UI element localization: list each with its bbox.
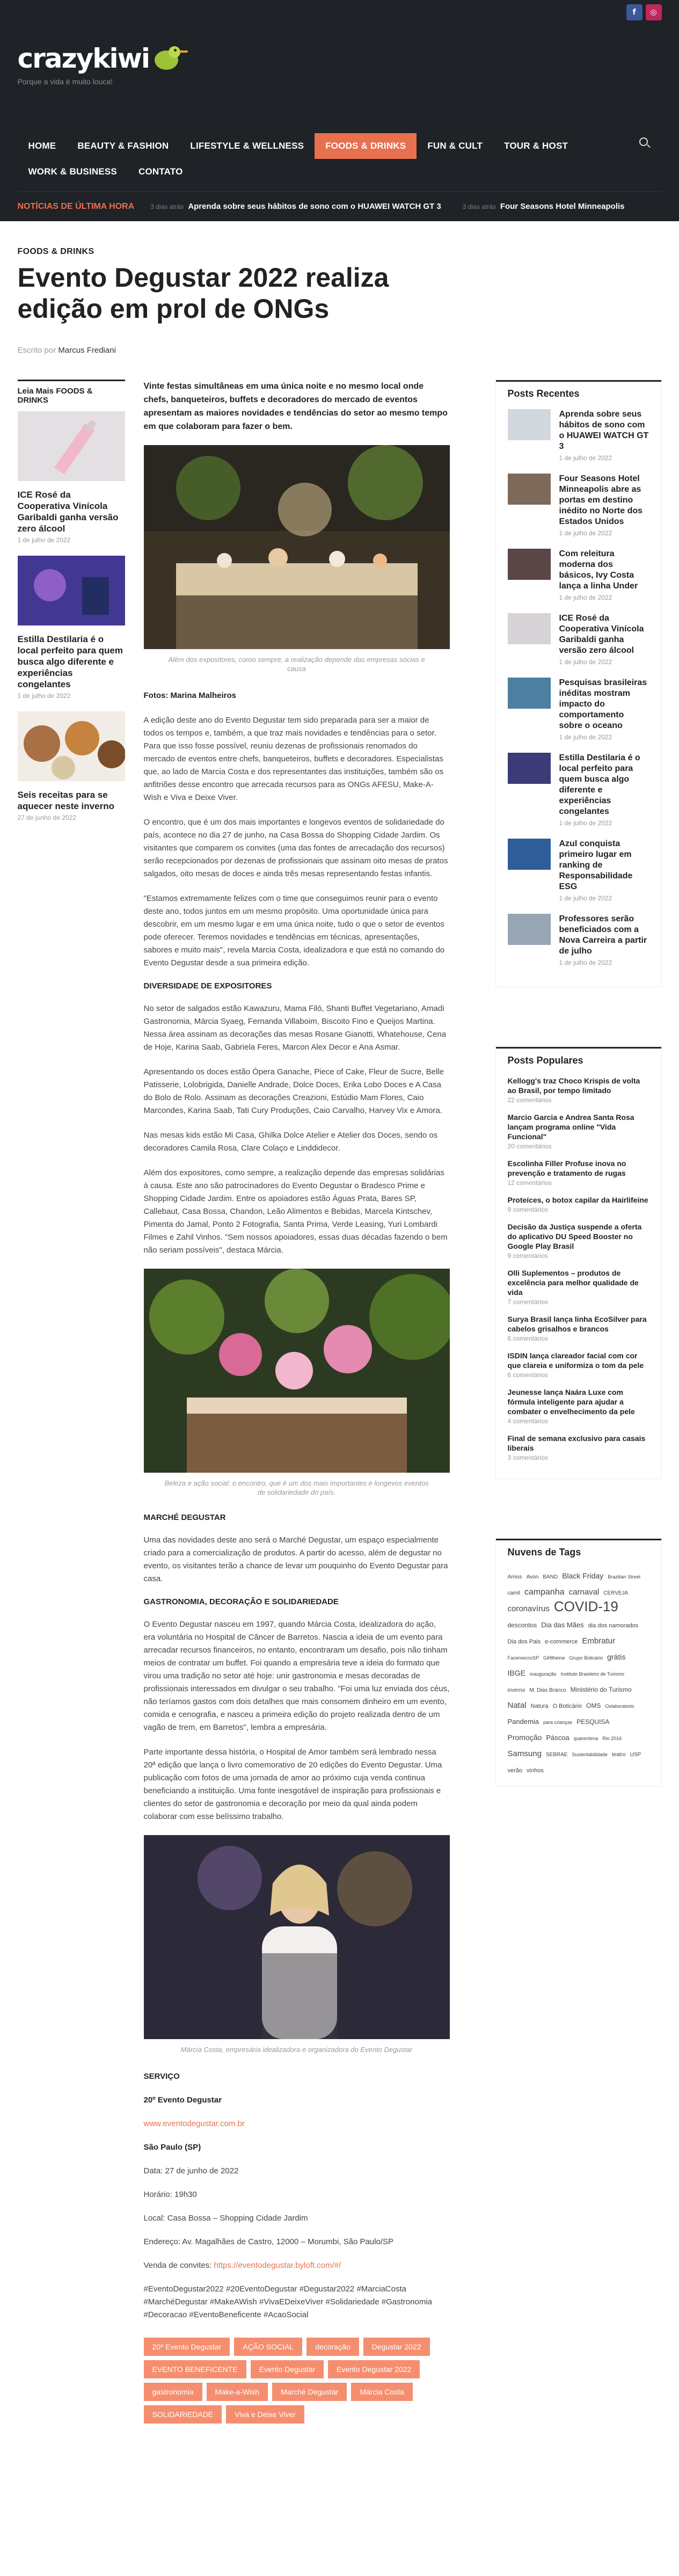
article-byline bbox=[18, 346, 662, 355]
kiwi-bird-icon bbox=[152, 44, 185, 73]
recent-post-title[interactable]: ICE Rosé da Cooperativa Vinícola Garibaldi ganha versão zero álcool bbox=[559, 614, 644, 655]
recent-post-title[interactable]: Four Seasons Hotel Minneapolis abre as portas em destino inédito no Norte dos Estados Unidos bbox=[559, 474, 643, 526]
recent-post-date: 1 de julho de 2022 bbox=[559, 658, 612, 666]
article-paragraph: A edição deste ano do Evento Degustar tem sido preparada para ser a maior de todos os tempos e, também, a que traz mais novidades e tendências para o setor. Para que isso fosse possível, reuniu dezenas de profissionais renomados do mercado de eventos entre chefs, banqueteiros, buffets e decoradores. Especialistas que, ao lado de Marcia Costa e dos representantes das instituições, também são os anfitriões desse encontro que arrecada recursos para as ONGs AFESU, Make-A-Wish e Viva e Deixe Viver. bbox=[143, 716, 444, 802]
popular-post-title[interactable]: ISDIN lança clareador facial com cor que clareia e uniformiza o tom da pele bbox=[507, 1351, 644, 1370]
recent-post-title[interactable]: Azul conquista primeiro lugar em ranking de Responsabilidade ESG bbox=[559, 839, 633, 891]
related-post-thumbnail[interactable] bbox=[18, 556, 125, 625]
right-sidebar bbox=[495, 380, 662, 2424]
recent-post[interactable] bbox=[508, 549, 649, 601]
recent-post-title[interactable]: Professores serão beneficiados com a Nova Carreira a partir de julho bbox=[559, 914, 647, 956]
ticker-time: 3 dias atrás bbox=[150, 203, 184, 210]
recent-post-date: 1 de julho de 2022 bbox=[559, 894, 612, 902]
recent-posts-widget bbox=[495, 380, 662, 987]
nav-fun-cult[interactable]: FUN & CULT bbox=[427, 141, 483, 151]
search-icon[interactable] bbox=[639, 137, 648, 146]
recent-post-date: 1 de julho de 2022 bbox=[559, 594, 612, 601]
nav-lifestyle-wellness[interactable]: LIFESTYLE & WELLNESS bbox=[190, 141, 304, 151]
popular-post[interactable] bbox=[508, 1314, 649, 1342]
ticker-title[interactable]: Four Seasons Hotel Minneapolis bbox=[500, 202, 625, 211]
breaking-news-ticker bbox=[18, 191, 662, 221]
tag-cloud-item[interactable]: PESQUISA bbox=[576, 1718, 610, 1726]
article-lead: Vinte festas simultâneas em uma única noite e no mesmo local onde chefs, banqueteiros, buffets e decoradores do mercado de eventos apresentam as maiores novidades e tendências do setor ao mesmo tempo em que colaboram para fazer o bem. bbox=[143, 382, 448, 431]
tag-cloud-item[interactable]: USP bbox=[630, 1752, 641, 1758]
tag-cloud-item[interactable]: O Boticário bbox=[552, 1703, 582, 1709]
popular-post-title[interactable]: Proteíces, o botox capilar da Hairlifeine bbox=[507, 1196, 648, 1204]
article-tag[interactable]: decoração bbox=[306, 2338, 359, 2356]
ticker-item[interactable] bbox=[150, 202, 441, 211]
popular-post[interactable] bbox=[508, 1112, 649, 1150]
recent-post-thumbnail[interactable] bbox=[508, 839, 551, 870]
related-post-thumbnail[interactable] bbox=[18, 711, 125, 781]
site-header bbox=[0, 0, 679, 221]
recent-post[interactable] bbox=[508, 613, 649, 666]
popular-post-comments: 4 comentários bbox=[507, 1417, 548, 1425]
popular-post[interactable] bbox=[508, 1195, 649, 1213]
popular-post[interactable] bbox=[508, 1351, 649, 1379]
recent-post-thumbnail[interactable] bbox=[508, 409, 551, 440]
tag-cloud-item[interactable]: coronavírus bbox=[507, 1604, 550, 1613]
tag-cloud-item[interactable]: Oxlaboratorio bbox=[605, 1704, 634, 1709]
event-photo bbox=[144, 445, 450, 649]
photo-caption: Márcia Costa, empresária idealizadora e organizadora do Evento Degustar bbox=[180, 2046, 413, 2054]
popular-post-comments: 9 comentários bbox=[507, 1252, 548, 1260]
tag-cloud-item[interactable]: Samsung bbox=[507, 1749, 542, 1758]
article-paragraph: Parte importante dessa história, o Hospital de Amor também será lembrado nessa 20ª edição que lança o livro comemorativo de 20 edições do Evento Degustar. Uma publicação com fotos de uma jornada de amor ao próximo cuja venda continua beneficiando a instituição. Uma fonte inesgotável de inspiração para profissionais e clientes do setor de gastronomia e decoração por meio da qual ainda podem colaborar com esse belíssimo trabalho. bbox=[143, 1748, 442, 1821]
social-links bbox=[626, 4, 662, 20]
recent-post[interactable] bbox=[508, 839, 649, 902]
section-heading: MARCHÉ DEGUSTAR bbox=[143, 1513, 226, 1522]
service-site-link[interactable]: www.eventodegustar.com.br bbox=[143, 2119, 245, 2128]
ticker-label: NOTÍCIAS DE ÚLTIMA HORA bbox=[17, 201, 135, 211]
facebook-icon[interactable]: f bbox=[626, 4, 643, 20]
related-post-title[interactable]: Estilla Destilaria é o local perfeito para quem busca algo diferente e experiências congelantes bbox=[17, 634, 123, 689]
tag-cloud-item[interactable]: CERVEJA bbox=[603, 1590, 629, 1596]
tag-cloud-item[interactable]: camil bbox=[507, 1590, 520, 1596]
tag-cloud-item[interactable]: carnaval bbox=[568, 1588, 600, 1597]
related-post[interactable] bbox=[18, 711, 125, 821]
logo-text[interactable]: crazykiwi bbox=[17, 43, 149, 74]
tag-cloud-item[interactable]: teatro bbox=[612, 1752, 626, 1758]
recent-post-date: 1 de julho de 2022 bbox=[559, 733, 612, 741]
article-tag[interactable]: 20º Evento Degustar bbox=[144, 2338, 230, 2356]
tag-cloud-item[interactable]: Dia dos Pais bbox=[507, 1639, 541, 1645]
article-tags bbox=[144, 2338, 450, 2424]
tag-cloud-item[interactable]: Pandemia bbox=[507, 1718, 539, 1726]
article-paragraph: O Evento Degustar nasceu em 1997, quando Márcia Costa, idealizadora do ação, era voluntária no Hospital de Câncer de Barretos. Nascia a ideia de um evento para arrecadar recursos financeiros, no entanto, encontraram um desafio, pois não tinham meios de contratar um buffet. Foi quando a empresária teve a ideia do formato que virou uma tradição no setor até hoje: unir gastronomia e mesas decoradas de profissionais interessados em divulgar o seu trabalho. "Foi uma luz enviada dos céus, não teríamos gastos com dois detalhes que mais consomem dinheiro em um evento, comida e cenografia, e nasceu a primeira edição do projeto realizada dentro de um vagão de trem, em Barretos", lembra a empresária. bbox=[143, 1620, 450, 1732]
article-tag[interactable]: gastronomia bbox=[144, 2383, 202, 2401]
popular-post[interactable] bbox=[508, 1076, 649, 1104]
left-sidebar bbox=[18, 380, 125, 2424]
nav-tour-host[interactable]: TOUR & HOST bbox=[504, 141, 568, 151]
tag-cloud-item[interactable]: Natura bbox=[530, 1703, 549, 1709]
tag-cloud-item[interactable]: Amiss bbox=[507, 1574, 522, 1580]
recent-post-thumbnail[interactable] bbox=[508, 474, 551, 505]
tag-cloud-item[interactable]: Embratur bbox=[582, 1636, 616, 1646]
service-hashtags: #EventoDegustar2022 #20EventoDegustar #Degustar2022 #MarciaCosta #MarchéDegustar #MakeAWish #VivaEDeixeViver #Solidariedade #Gastronomia #Decoracao #EventoBeneficente #AcaoSocial bbox=[143, 2284, 432, 2319]
related-post-thumbnail[interactable] bbox=[18, 411, 125, 481]
popular-post-title[interactable]: Kellogg's traz Choco Krispis de volta ao Brasil, por tempo limitado bbox=[507, 1076, 640, 1095]
tag-cloud-item[interactable]: inverno bbox=[507, 1687, 525, 1693]
portrait-photo bbox=[144, 1835, 450, 2039]
article-title: Evento Degustar 2022 realiza edição em prol de ONGs bbox=[17, 263, 389, 324]
tag-cloud-item[interactable]: IBGE bbox=[507, 1669, 525, 1677]
tag-cloud-item[interactable]: Ministério do Turismo bbox=[570, 1686, 632, 1693]
nav-work-business[interactable]: WORK & BUSINESS bbox=[28, 166, 117, 177]
article-tag[interactable]: AÇÃO SOCIAL bbox=[234, 2338, 302, 2356]
tag-cloud-item[interactable]: SEBRAE bbox=[545, 1752, 568, 1758]
service-place: Local: Casa Bossa – Shopping Cidade Jardim bbox=[143, 2214, 308, 2223]
tag-cloud-item[interactable]: quarentena bbox=[573, 1736, 598, 1741]
tag-cloud-item[interactable]: M. Dias Branco bbox=[529, 1687, 566, 1693]
tag-cloud-item[interactable]: Natal bbox=[507, 1701, 527, 1710]
ticker-title[interactable]: Aprenda sobre seus hábitos de sono com o HUAWEI WATCH GT 3 bbox=[188, 202, 441, 211]
service-edition: 20º Evento Degustar bbox=[143, 2095, 222, 2105]
popular-posts-title: Posts Populares bbox=[496, 1047, 661, 1066]
tag-cloud-title: Nuvens de Tags bbox=[496, 1539, 661, 1558]
recent-post[interactable] bbox=[508, 914, 649, 966]
tag-cloud-item[interactable]: Sustentabilidade bbox=[572, 1752, 608, 1757]
article-paragraph: "Estamos extremamente felizes com o time que conseguimos reunir para o evento deste ano, todos juntos em um mesmo propósito. Uma oportunidade única para descobrir, em um mesmo lugar e em uma única noite, tudo o que o setor de eventos pode oferecer. Teremos novidades e tendências em técnicas, apresentações, sabores e muito mais", revela Marcia Costa, idealizadora e que está no comando do Evento Degustar desde a sua primeira edição. bbox=[143, 894, 445, 967]
tag-cloud-item[interactable]: vinhos bbox=[527, 1767, 544, 1774]
photo-caption: Beleza e ação social: o encontro, que é um dos mais importantes e longevos eventos de solidariedade do país. bbox=[164, 1479, 429, 1496]
popular-post-comments: 7 comentários bbox=[507, 1298, 548, 1306]
ticker-time: 3 dias atrás bbox=[462, 203, 496, 210]
section-heading: DIVERSIDADE DE EXPOSITORES bbox=[143, 981, 272, 991]
author-link[interactable]: Marcus Frediani bbox=[58, 346, 116, 355]
photo-caption: Além dos expositores, como sempre, a realização depende das empresas sócias e causa bbox=[168, 656, 425, 673]
byline-prefix: Escrito por bbox=[17, 346, 56, 355]
related-post[interactable] bbox=[18, 556, 125, 700]
popular-post-title[interactable]: Escolinha Filler Profuse inova no prevenção e tratamento de rugas bbox=[507, 1159, 626, 1177]
related-post-title[interactable]: Seis receitas para se aquecer neste inverno bbox=[17, 790, 114, 811]
article-tag[interactable]: Make-a-Wish bbox=[207, 2383, 268, 2401]
tag-cloud-item[interactable]: Dia das Mães bbox=[541, 1621, 584, 1629]
tag-cloud-item[interactable]: OMS bbox=[586, 1702, 601, 1709]
recent-post-thumbnail[interactable] bbox=[508, 753, 551, 784]
recent-post-thumbnail[interactable] bbox=[508, 914, 551, 945]
popular-post-title[interactable]: Decisão da Justiça suspende a oferta do aplicativo DU Speed Booster no Google Play Brasil bbox=[507, 1222, 642, 1250]
tag-cloud-item[interactable]: Brazilian Street bbox=[608, 1574, 641, 1580]
recent-post-title[interactable]: Aprenda sobre seus hábitos de sono com o HUAWEI WATCH GT 3 bbox=[559, 410, 649, 451]
popular-post[interactable] bbox=[508, 1268, 649, 1306]
article-body bbox=[144, 380, 450, 2424]
recent-post-thumbnail[interactable] bbox=[508, 678, 551, 709]
instagram-icon[interactable]: ◎ bbox=[646, 4, 662, 20]
service-city: São Paulo (SP) bbox=[143, 2143, 201, 2152]
recent-post-thumbnail[interactable] bbox=[508, 549, 551, 580]
recent-post-title[interactable]: Estilla Destilaria é o local perfeito para quem busca algo diferente e experiências congelantes bbox=[559, 753, 640, 816]
article-figure bbox=[144, 1269, 450, 1497]
recent-post-date: 1 de julho de 2022 bbox=[559, 529, 612, 537]
tag-cloud-item[interactable]: COVID-19 bbox=[553, 1598, 618, 1614]
popular-post-title[interactable]: Jeunesse lança Naára Luxe com fórmula inteligente para ajudar a combater o envelhecimento da pele bbox=[507, 1388, 635, 1416]
related-post[interactable] bbox=[18, 411, 125, 544]
popular-post-comments: 12 comentários bbox=[507, 1179, 552, 1187]
article-category[interactable]: FOODS & DRINKS bbox=[17, 247, 94, 256]
recent-post-date: 1 de julho de 2022 bbox=[559, 959, 612, 966]
popular-post-comments: 6 comentários bbox=[507, 1371, 548, 1379]
article-paragraph: Uma das novidades deste ano será o Marché Degustar, um espaço especialmente criado para a comercialização de produtos. A partir do acesso, além de degustar no evento, os visitantes terão a chance de levar um pouquinho do Evento Degustar para casa. bbox=[143, 1536, 448, 1583]
event-service-info bbox=[144, 2070, 450, 2322]
photo-credit: Fotos: Marina Malheiros bbox=[143, 691, 237, 700]
tag-cloud-item[interactable]: Black Friday bbox=[562, 1571, 604, 1580]
popular-post[interactable] bbox=[508, 1222, 649, 1260]
article-figure bbox=[144, 445, 450, 673]
site-logo[interactable] bbox=[18, 43, 662, 74]
popular-post-title[interactable]: Marcio Garcia e Andrea Santa Rosa lançam programa online "Vida Funcional" bbox=[507, 1113, 634, 1141]
tag-cloud-item[interactable]: Promoção bbox=[507, 1733, 542, 1742]
tag-cloud-item[interactable]: Páscoa bbox=[546, 1734, 570, 1742]
tag-cloud-item[interactable]: descontos bbox=[507, 1621, 537, 1629]
tag-cloud-item[interactable]: Rio 2016 bbox=[602, 1736, 622, 1741]
related-post-date: 1 de julho de 2022 bbox=[17, 536, 71, 544]
article-tag[interactable]: Evento Degustar bbox=[251, 2360, 324, 2378]
related-post-date: 27 de junho de 2022 bbox=[17, 814, 76, 821]
popular-post-title[interactable]: Surya Brasil lança linha EcoSilver para cabelos grisalhos e brancos bbox=[507, 1315, 647, 1333]
article-tag[interactable]: EVENTO BENEFICENTE bbox=[144, 2360, 246, 2378]
tag-cloud-item[interactable]: campanha bbox=[524, 1588, 565, 1597]
nav-contato[interactable]: CONTATO bbox=[138, 166, 183, 177]
tag-cloud-item[interactable]: Grupo Boticário bbox=[569, 1655, 603, 1661]
recent-post[interactable] bbox=[508, 409, 649, 462]
article-paragraph: No setor de salgados estão Kawazuru, Mama Filó, Shanti Buffet Vegetariano, Amadi Gastronomia, Márcia Syaeg, Fernanda Villaboim, Biscoito Fino e Queijos Martina. Nessa área assinam as decorações das mesas Rosane Gianotti, Whatehouse, Cena de Hoje, Karina Saab, Gabriela Feres, Marcon Alex Decor e Ana Asmar. bbox=[143, 1004, 447, 1052]
tickets-link[interactable]: https://eventodegustar.byloft.com/#/ bbox=[214, 2261, 341, 2270]
tag-cloud-item[interactable]: Gêfilheine bbox=[543, 1655, 565, 1661]
recent-post-date: 1 de julho de 2022 bbox=[559, 454, 612, 462]
nav-home[interactable]: HOME bbox=[28, 141, 56, 151]
recent-post-thumbnail[interactable] bbox=[508, 613, 551, 644]
service-date: Data: 27 de junho de 2022 bbox=[143, 2166, 239, 2175]
popular-post-title[interactable]: Final de semana exclusivo para casais liberais bbox=[507, 1434, 646, 1452]
tag-cloud-item[interactable]: Instituto Brasileiro de Turismo bbox=[560, 1671, 625, 1677]
nav-beauty-fashion[interactable]: BEAUTY & FASHION bbox=[77, 141, 169, 151]
popular-post-comments: 20 comentários bbox=[507, 1143, 552, 1150]
tag-cloud-item[interactable]: verão bbox=[507, 1767, 523, 1774]
tag-cloud-item[interactable]: e-commerce bbox=[545, 1639, 578, 1645]
nav-foods-drinks[interactable]: FOODS & DRINKS bbox=[315, 133, 417, 159]
popular-post-comments: 9 comentários bbox=[507, 1206, 548, 1213]
recent-post[interactable] bbox=[508, 678, 649, 741]
recent-post[interactable] bbox=[508, 474, 649, 537]
tag-cloud-item[interactable]: para crianças bbox=[543, 1720, 573, 1725]
article-tag[interactable]: Evento Degustar 2022 bbox=[328, 2360, 420, 2378]
popular-post[interactable] bbox=[508, 1159, 649, 1187]
tag-cloud-item[interactable]: BAND bbox=[543, 1574, 558, 1580]
article-paragraph: Apresentando os doces estão Ópera Ganache, Piece of Cake, Fleur de Sucre, Belle Patisserie, Lolobrigida, Danielle Andrade, Dolce Doces, Erika Lobo Doces e A Casa do Bolo de Rolo. Assinam as decorações Creazioni, Estúdio Mam Flores, Caio Marcondes, Karina Saab, Tati Cury Produções, Caio Carvalho, Harvey Vix e Amora. bbox=[143, 1067, 444, 1115]
article-tag[interactable]: Degustar 2022 bbox=[363, 2338, 430, 2356]
article-paragraph: Nas mesas kids estão Mi Casa, Ghilka Dolce Atelier e Atelier dos Doces, sendo os decoradores Camila Rosa, Clare Colaço e Linddidecor. bbox=[143, 1131, 438, 1153]
recent-post[interactable] bbox=[508, 753, 649, 827]
service-tickets bbox=[144, 2259, 450, 2272]
service-time: Horário: 19h30 bbox=[143, 2190, 197, 2199]
article-tag[interactable]: Marché Degustar bbox=[272, 2383, 347, 2401]
article-tag[interactable]: SOLIDARIEDADE bbox=[144, 2405, 222, 2424]
recent-post-title[interactable]: Com releitura moderna dos básicos, Ivy Costa lança a linha Under bbox=[559, 549, 638, 591]
left-sidebar-title: Leia Mais FOODS & DRINKS bbox=[18, 380, 125, 405]
tag-cloud-item[interactable]: FacemeccoSP bbox=[507, 1655, 539, 1661]
popular-post-comments: 3 comentários bbox=[507, 1454, 548, 1461]
recent-post-date: 1 de julho de 2022 bbox=[559, 819, 612, 827]
popular-post[interactable] bbox=[508, 1433, 649, 1461]
tag-cloud-item[interactable]: Avon bbox=[526, 1574, 539, 1580]
event-photo bbox=[144, 1269, 450, 1473]
tag-cloud-item[interactable]: dia dos namorados bbox=[588, 1622, 639, 1629]
tag-cloud bbox=[508, 1568, 649, 1778]
related-post-title[interactable]: ICE Rosé da Cooperativa Vinícola Garibaldi ganha versão zero álcool bbox=[17, 490, 119, 534]
popular-post[interactable] bbox=[508, 1387, 649, 1425]
recent-post-title[interactable]: Pesquisas brasileiras inéditas mostram impacto do comportamento sobre o oceano bbox=[559, 678, 647, 730]
recent-posts-title: Posts Recentes bbox=[496, 380, 661, 399]
main-nav bbox=[18, 113, 635, 185]
tickets-prefix: Venda de convites: bbox=[143, 2261, 212, 2270]
ticker-item[interactable] bbox=[463, 202, 625, 211]
popular-post-comments: 6 comentários bbox=[507, 1335, 548, 1342]
article-tag[interactable]: Márcia Costa bbox=[351, 2383, 412, 2401]
article-figure bbox=[144, 1835, 450, 2054]
section-heading: GASTRONOMIA, DECORAÇÃO E SOLIDARIEDADE bbox=[143, 1597, 339, 1606]
popular-posts-widget bbox=[495, 1046, 662, 1479]
article-paragraph: Além dos expositores, como sempre, a realização depende das empresas solidárias à causa. Este ano são patrocinadores do Evento Degustar o Bradesco Prime e Shopping Cidade Jardim. Entre os apoiadores estão Águas Prata, Bares SP, Callebaut, Casa Bossa, Chandon, Leão Alimentos e Bebidas, Marcela Kintschev, Pimenta do Jamal, Ponto 2 Fotografia, Santa Prima, Verde Leasing, Yuri Lombardi Filmes e Zahil Vinhos. "Sem nossos apoiadores, essas duas décadas fazendo o bem não seriam possíveis", destaca Márcia. bbox=[143, 1168, 448, 1255]
site-tagline: Porque a vida é muito louca! bbox=[17, 77, 113, 86]
related-post-date: 1 de julho de 2022 bbox=[17, 692, 71, 700]
tag-cloud-item[interactable]: grátis bbox=[607, 1653, 626, 1661]
tag-cloud-item[interactable]: inauguração bbox=[529, 1671, 557, 1677]
article-paragraph: O encontro, que é um dos mais importantes e longevos eventos de solidariedade do país, acontece no dia 27 de junho, na Casa Bossa do Shopping Cidade Jardim. Os visitantes que comparem os convites (uma das fontes de arrecadação dos recursos) serão recepcionados por dezenas de profissionais que assinam oito mesas de pratos salgados, oito mesas de doces e ainda três mesas representando festas infantis. bbox=[143, 818, 448, 878]
tag-cloud-widget bbox=[495, 1538, 662, 1787]
article-tag[interactable]: Viva e Deixe Viver bbox=[226, 2405, 304, 2424]
popular-post-comments: 22 comentários bbox=[507, 1096, 552, 1104]
service-address: Endereço: Av. Magalhães de Castro, 12000 – Morumbi, São Paulo/SP bbox=[143, 2237, 394, 2246]
service-label: SERVIÇO bbox=[143, 2072, 180, 2081]
popular-post-title[interactable]: Olli Suplementos – produtos de excelência para melhor qualidade de vida bbox=[507, 1269, 639, 1297]
